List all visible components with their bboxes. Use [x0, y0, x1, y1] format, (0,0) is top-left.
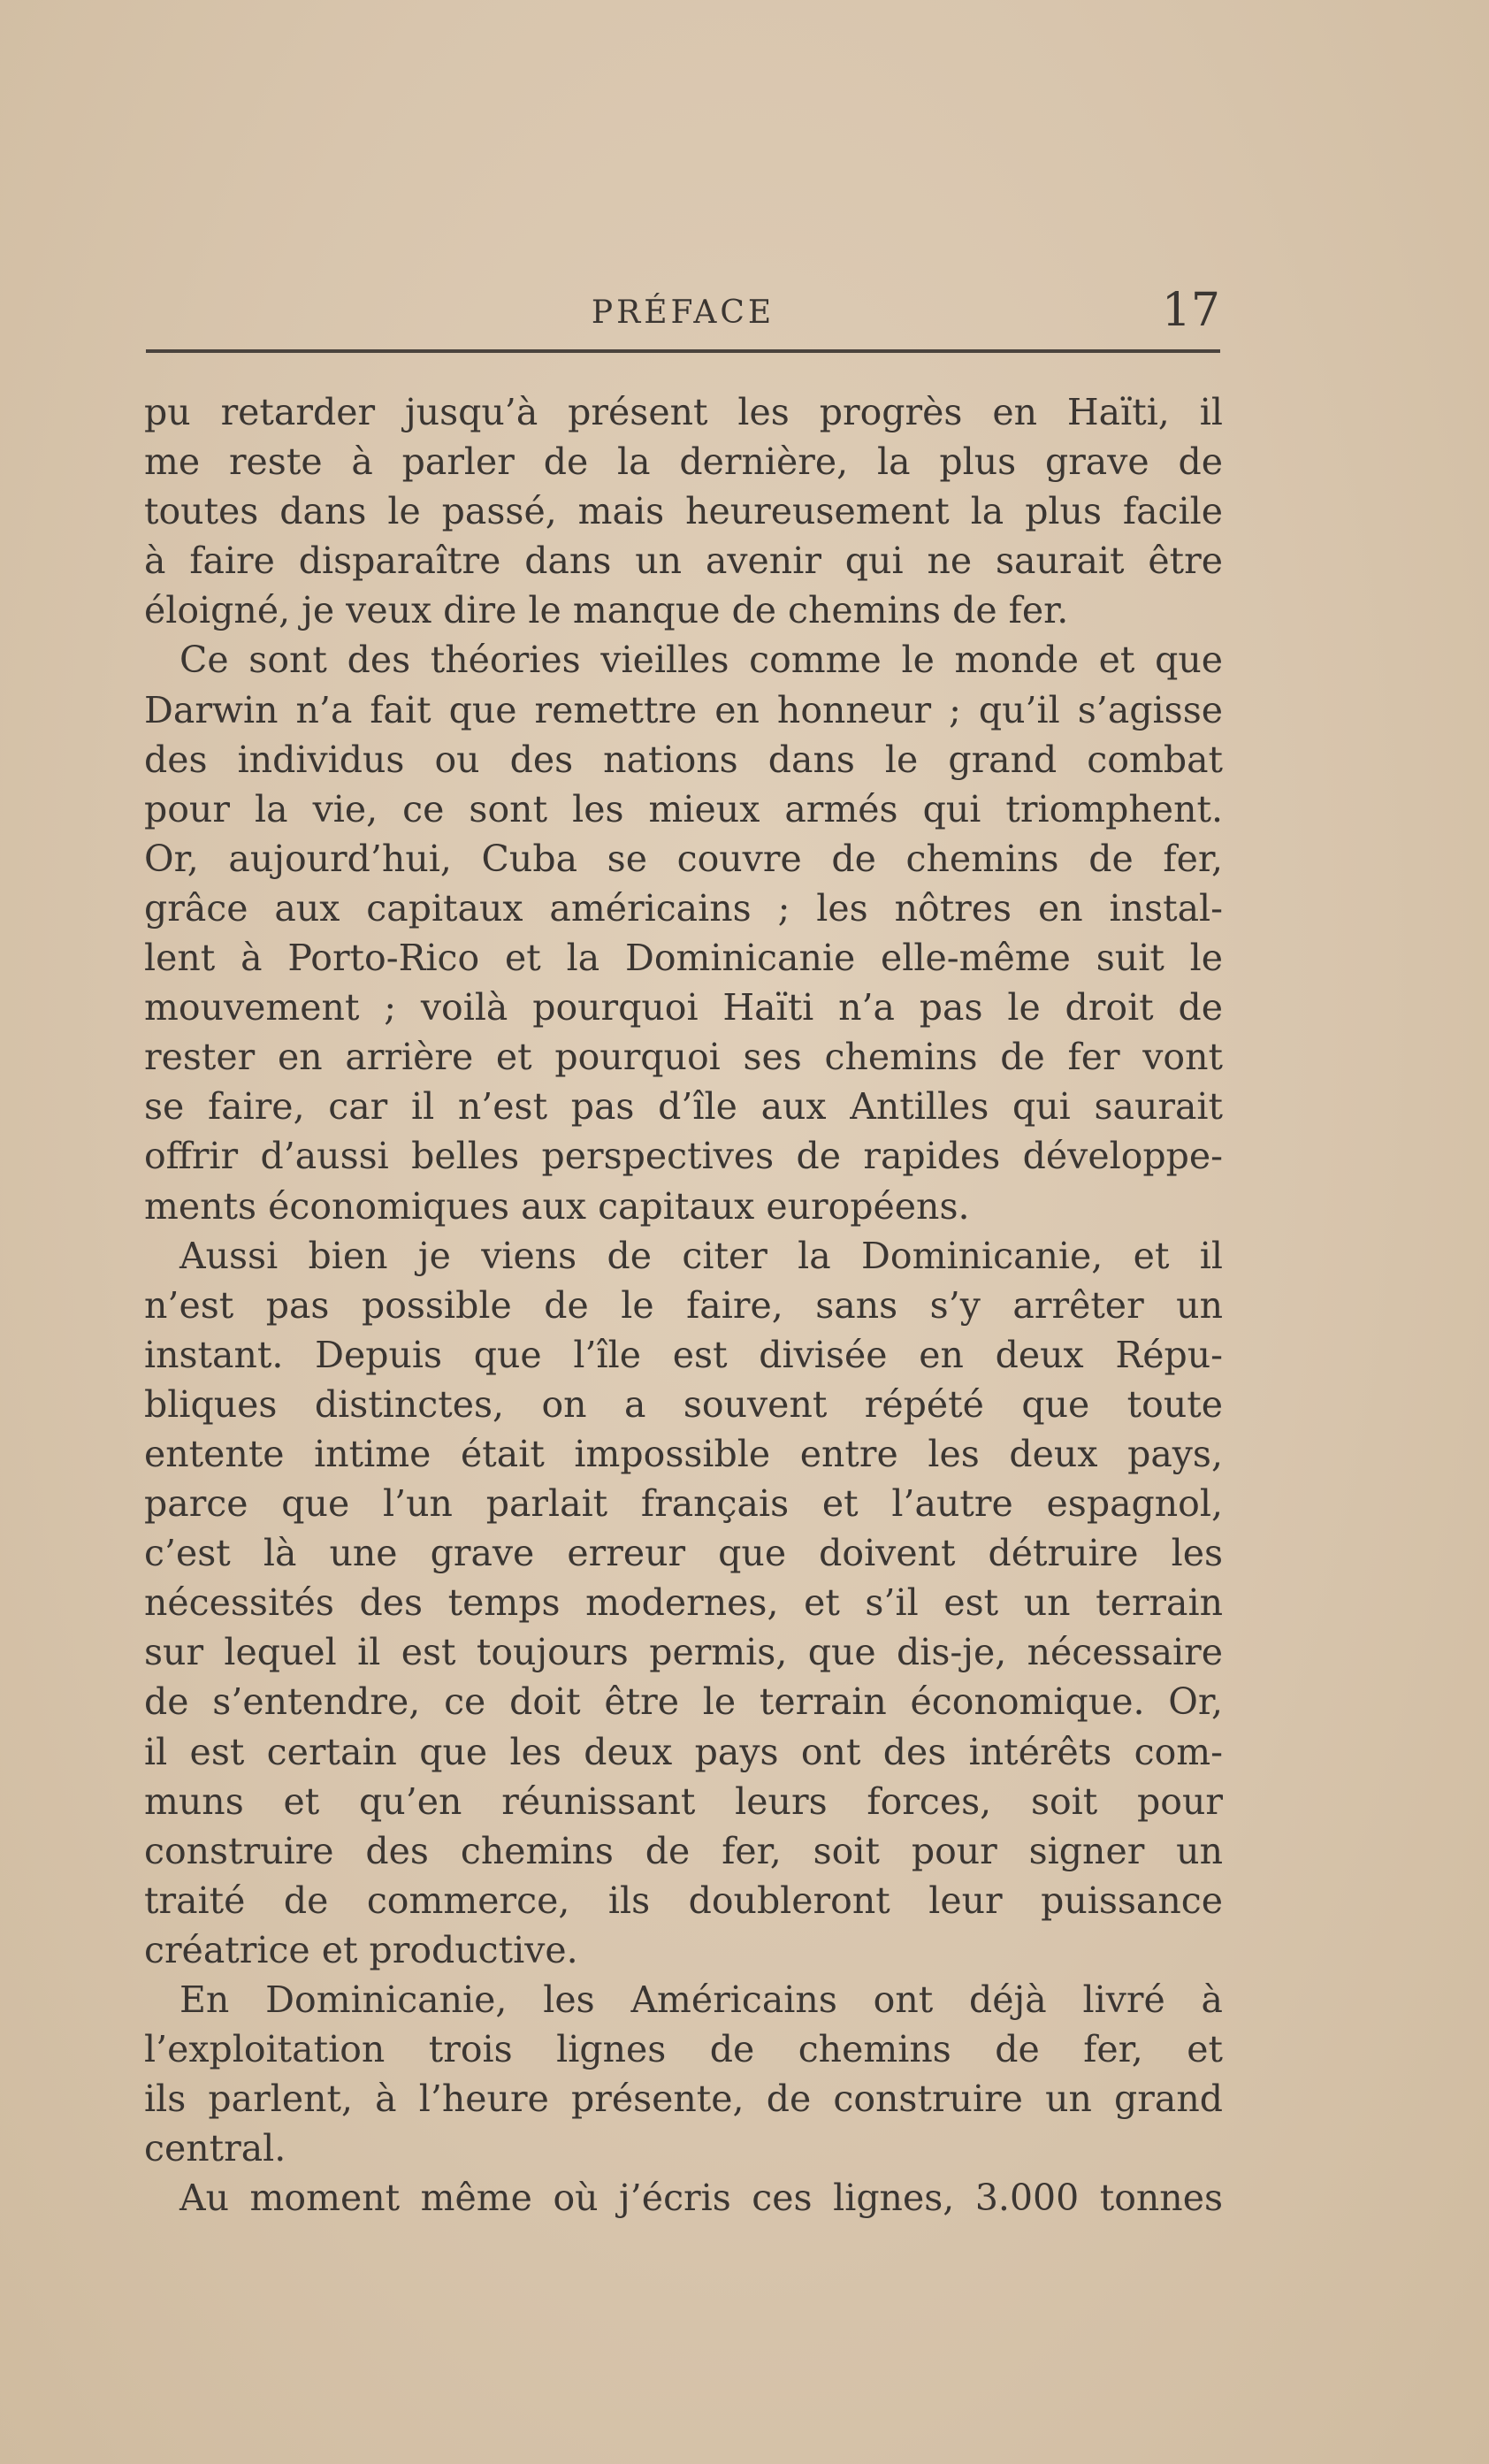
- text-line: ments économiques aux capitaux européens.: [144, 1184, 970, 1228]
- text-line: l’exploitation trois lignes de chemins de fer, et: [144, 2028, 1223, 2071]
- header-rule: [146, 349, 1220, 353]
- text-line: Au moment même où j’écris ces lignes, 3.000 tonnes: [179, 2177, 1223, 2220]
- text-line: Ce sont des théories vieilles comme le monde et que: [179, 639, 1223, 682]
- text-line: il est certain que les deux pays ont des intérêts com-: [144, 1730, 1223, 1773]
- text-line: entente intime était impossible entre les deux pays,: [144, 1432, 1223, 1475]
- text-line: offrir d’aussi belles perspectives de rapides développe-: [144, 1135, 1223, 1178]
- text-line: c’est là une grave erreur que doivent détruire les: [144, 1532, 1223, 1575]
- text-line: pour la vie, ce sont les mieux armés qui triomphent.: [144, 787, 1223, 830]
- text-line: central.: [144, 2127, 286, 2170]
- text-line: Darwin n’a fait que remettre en honneur ; qu’il s’agisse: [144, 688, 1223, 731]
- text-line: muns et qu’en réunissant leurs forces, soit pour: [144, 1779, 1223, 1823]
- text-line: éloigné, je veux dire le manque de chemins de fer.: [144, 589, 1069, 632]
- text-line: à faire disparaître dans un avenir qui ne saurait être: [144, 539, 1223, 583]
- text-line: Or, aujourd’hui, Cuba se couvre de chemins de fer,: [144, 837, 1223, 880]
- text-line: ils parlent, à l’heure présente, de construire un grand: [144, 2078, 1223, 2121]
- text-line: lent à Porto-Rico et la Dominicanie elle-même suit le: [144, 937, 1223, 980]
- text-line: n’est pas possible de le faire, sans s’y arrêter un: [144, 1283, 1223, 1327]
- text-line: sur lequel il est toujours permis, que dis-je, nécessaire: [144, 1631, 1223, 1674]
- text-line: parce que l’un parlait français et l’autre espagnol,: [144, 1482, 1223, 1526]
- text-line: mouvement ; voilà pourquoi Haïti n’a pas le droit de: [144, 986, 1223, 1029]
- body-text: [144, 387, 1223, 2223]
- text-line: pu retarder jusqu’à présent les progrès en Haïti, il: [144, 391, 1223, 433]
- text-line: de s’entendre, ce doit être le terrain économique. Or,: [144, 1680, 1223, 1724]
- text-line: me reste à parler de la dernière, la plus grave de: [144, 440, 1223, 484]
- text-line: bliques distinctes, on a souvent répété que toute: [144, 1382, 1223, 1426]
- text-line: traité de commerce, ils doubleront leur puissance: [144, 1879, 1223, 1922]
- text-line: instant. Depuis que l’île est divisée en deux Répu-: [144, 1333, 1223, 1376]
- text-line: construire des chemins de fer, soit pour signer un: [144, 1829, 1223, 1872]
- text-line: se faire, car il n’est pas d’île aux Antilles qui saurait: [144, 1085, 1223, 1129]
- text-line: grâce aux capitaux américains ; les nôtres en instal-: [144, 886, 1223, 930]
- text-line: nécessités des temps modernes, et s’il est un terrain: [144, 1581, 1223, 1625]
- text-line: créatrice et productive.: [144, 1928, 578, 1971]
- page-header: [146, 284, 1220, 349]
- text-line: toutes dans le passé, mais heureusement la plus facile: [144, 490, 1223, 533]
- text-line: Aussi bien je viens de citer la Dominicanie, et il: [179, 1234, 1223, 1277]
- text-line: des individus ou des nations dans le grand combat: [144, 738, 1223, 781]
- running-title: PRÉFACE: [591, 295, 775, 331]
- text-line: rester en arrière et pourquoi ses chemins de fer vont: [144, 1036, 1223, 1079]
- text-line: En Dominicanie, les Américains ont déjà livré à: [179, 1978, 1223, 2021]
- page-number: 17: [1161, 284, 1220, 337]
